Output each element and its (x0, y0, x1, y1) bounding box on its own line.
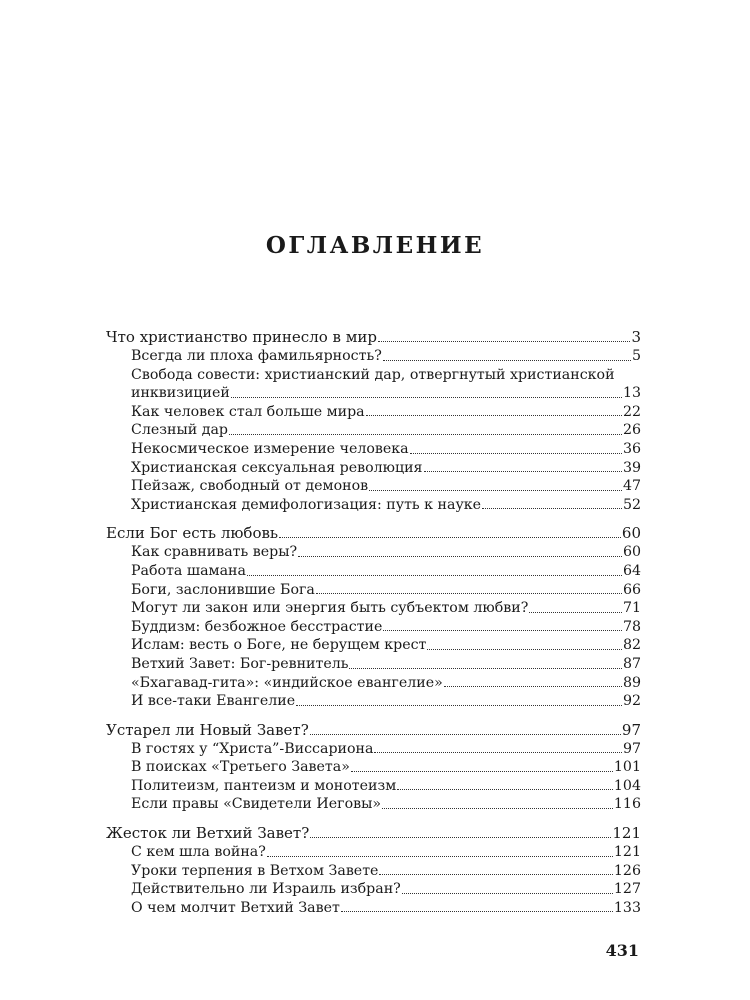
dot-leader (316, 593, 622, 594)
dot-leader (379, 874, 612, 875)
toc-page-number: 133 (613, 899, 641, 916)
toc-entry-title: Боги, заслонившие Бога (131, 581, 315, 598)
toc-section (106, 721, 641, 814)
toc-entry (106, 384, 641, 403)
toc-page-number: 126 (613, 862, 641, 879)
toc-entry (106, 862, 641, 881)
toc-chapter-title: Жесток ли Ветхий Завет? (106, 824, 310, 843)
dot-leader (341, 911, 613, 912)
toc-entry (106, 440, 641, 459)
toc-entry (106, 599, 641, 618)
toc-page-number: 92 (622, 693, 641, 710)
toc-entry-title: Политеизм, пантеизм и монотеизм (131, 777, 397, 794)
dot-leader (383, 630, 622, 631)
toc-entry (106, 740, 641, 759)
page-number: 431 (605, 941, 639, 960)
toc-entry-title: Буддизм: безбожное бесстрастие (131, 618, 383, 635)
toc-chapter-title: Если Бог есть любовь (106, 524, 279, 543)
toc-entry-title: Слезный дар (131, 422, 228, 439)
dot-leader (529, 612, 622, 613)
toc-entry (106, 618, 641, 637)
toc-entry-title: Уроки терпения в Ветхом Завете (131, 862, 379, 879)
toc-entry (106, 496, 641, 515)
toc-page-number: 82 (622, 637, 641, 654)
dot-leader (231, 397, 622, 398)
dot-leader (444, 686, 622, 687)
toc-entry-title: В гостях у “Христа”-Виссариона (131, 740, 374, 757)
toc-page-number: 127 (613, 881, 641, 898)
toc-entry-title: И все-таки Евангелие (131, 693, 296, 710)
toc-page-number: 39 (622, 459, 641, 476)
toc-entry-title: Как человек стал больше мира (131, 403, 365, 420)
dot-leader (374, 752, 621, 753)
dot-leader (298, 556, 622, 557)
dot-leader (397, 789, 613, 790)
toc-chapter (106, 328, 641, 347)
toc-entry (106, 636, 641, 655)
toc-entry (106, 899, 641, 918)
toc-section (106, 824, 641, 917)
dot-leader (369, 490, 622, 491)
toc-entry (106, 543, 641, 562)
dot-leader (279, 537, 621, 538)
toc-entry-title: С кем шла война? (131, 844, 266, 861)
toc-section (106, 524, 641, 710)
toc-entry-title: О чем молчит Ветхий Завет (131, 899, 340, 916)
toc-page-number: 121 (613, 844, 641, 861)
toc-entry-title: Если правы «Свидетели Иеговы» (131, 796, 382, 813)
toc-entry-title: Всегда ли плоха фамильярность? (131, 348, 382, 364)
toc-page-number: 71 (622, 600, 641, 617)
toc-page-number: 47 (622, 478, 641, 495)
toc-entry-title: В поисках «Третьего Завета» (131, 759, 350, 776)
toc-entry-title: Ветхий Завет: Бог-ревнитель (131, 655, 349, 672)
dot-leader (267, 856, 613, 857)
dot-leader (296, 705, 622, 706)
toc-entry (106, 477, 641, 496)
toc-page-number: 52 (622, 496, 641, 513)
dot-leader (366, 415, 622, 416)
toc-page-number: 26 (622, 422, 641, 439)
dot-leader (349, 668, 621, 669)
toc-page-number: 36 (622, 440, 641, 457)
toc-entry-title: Работа шамана (131, 562, 246, 579)
toc-entry-title: Некосмическое измерение человека (131, 440, 409, 457)
dot-leader (482, 508, 622, 509)
toc-entry (106, 777, 641, 796)
toc-page-number: 116 (613, 796, 641, 813)
dot-leader (310, 837, 611, 838)
toc-page-number: 78 (622, 618, 641, 635)
toc-chapter (106, 721, 641, 740)
toc-chapter-title: Устарел ли Новый Завет? (106, 720, 309, 739)
dot-leader (402, 893, 613, 894)
toc-entry-title: Христианская сексуальная революция (131, 459, 423, 476)
table-of-contents (106, 328, 641, 927)
toc-page-number: 121 (612, 824, 641, 843)
toc-page-number: 5 (631, 348, 641, 364)
toc-page-number: 97 (622, 740, 641, 757)
toc-entry-title: Как сравнивать веры? (131, 544, 298, 561)
toc-entry (106, 758, 641, 777)
toc-page-number: 60 (622, 544, 641, 561)
toc-entry (106, 403, 641, 422)
toc-page-number: 97 (621, 720, 641, 739)
toc-chapter (106, 524, 641, 543)
toc-chapter (106, 824, 641, 843)
dot-leader (427, 649, 622, 650)
toc-page-number: 13 (622, 385, 641, 402)
toc-entry (106, 347, 641, 366)
toc-entry-title: инквизицией (131, 385, 230, 402)
toc-page-number: 66 (622, 581, 641, 598)
toc-page-number: 87 (622, 655, 641, 672)
toc-entry (106, 843, 641, 862)
toc-page-number: 101 (613, 759, 641, 776)
toc-entry (106, 692, 641, 711)
toc-section (106, 328, 641, 514)
toc-entry-title: Пейзаж, свободный от демонов (131, 478, 369, 495)
dot-leader (378, 341, 630, 342)
toc-entry (106, 459, 641, 478)
toc-page-number: 104 (613, 777, 641, 794)
dot-leader (382, 808, 613, 809)
dot-leader (247, 575, 622, 576)
toc-page-number: 60 (621, 524, 641, 543)
toc-entry (106, 421, 641, 440)
toc-entry-title: Действительно ли Израиль избран? (131, 881, 401, 898)
toc-entry-title: Могут ли закон или энергия быть субъектом любви? (131, 600, 529, 617)
toc-chapter-title: Что христианство принесло в мир (106, 328, 378, 346)
toc-page-number: 89 (622, 674, 641, 691)
toc-page-number: 64 (622, 562, 641, 579)
toc-entry (106, 795, 641, 814)
toc-entry (106, 655, 641, 674)
dot-leader (351, 771, 613, 772)
dot-leader (310, 734, 621, 735)
toc-entry (106, 880, 641, 899)
toc-entry (106, 674, 641, 693)
dot-leader (424, 471, 622, 472)
toc-entry (106, 562, 641, 581)
toc-page-number: 3 (631, 328, 641, 346)
toc-entry-title: Ислам: весть о Боге, не берущем крест (131, 637, 427, 654)
dot-leader (229, 434, 622, 435)
toc-entry (106, 581, 641, 600)
toc-page-number: 22 (622, 403, 641, 420)
toc-entry-title: «Бхагавад-гита»: «индийское евангелие» (131, 674, 443, 691)
toc-entry-title: Христианская демифологизация: путь к науке (131, 496, 482, 513)
dot-leader (410, 453, 622, 454)
toc-entry-title-line: Свобода совести: христианский дар, отвергнутый христианской (131, 366, 615, 383)
page-title: ОГЛАВЛЕНИЕ (265, 232, 485, 259)
dot-leader (383, 360, 631, 361)
